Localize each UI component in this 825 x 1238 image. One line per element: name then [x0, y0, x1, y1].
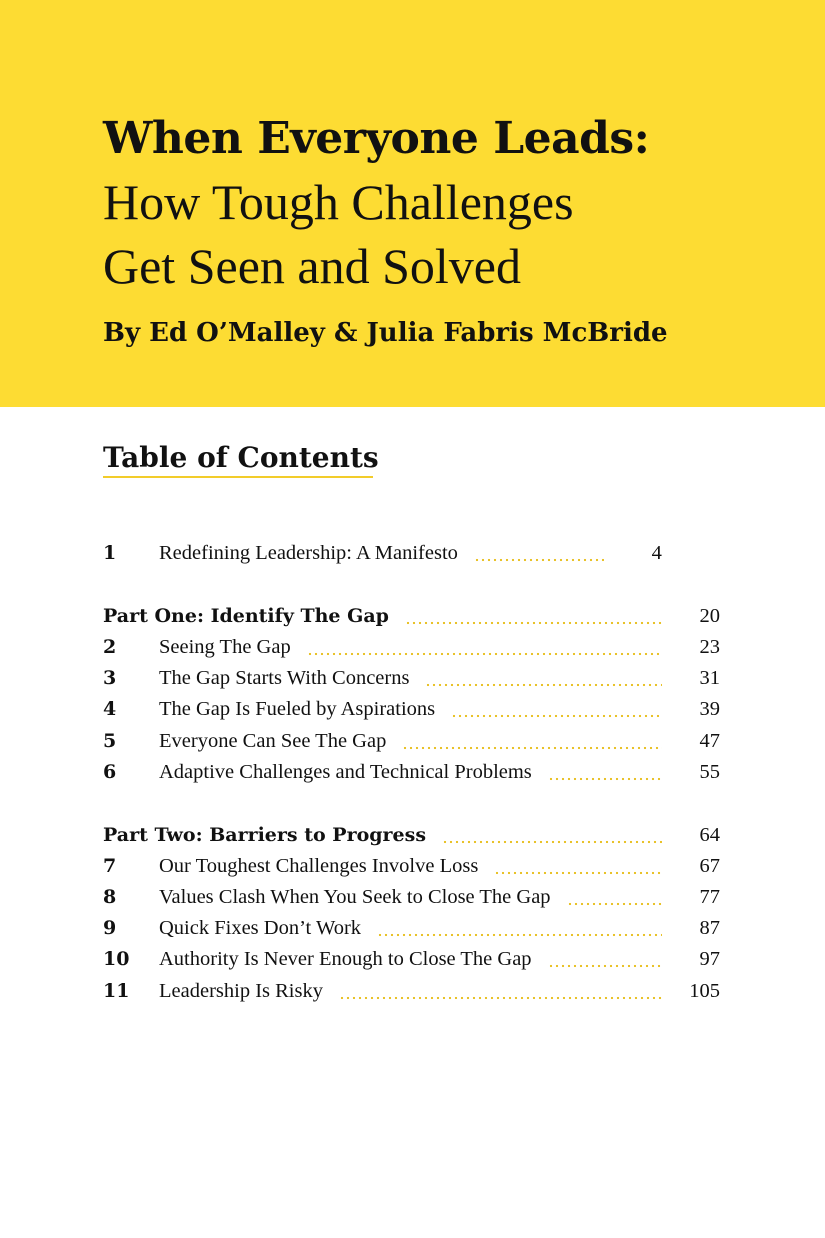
page-number: 64: [699, 824, 720, 846]
book-subtitle: [103, 170, 574, 298]
chapter-number: 5: [103, 730, 117, 752]
chapter-number: 8: [103, 886, 117, 908]
chapter-title: Our Toughest Challenges Involve Loss: [159, 855, 479, 877]
page-number: 55: [699, 761, 720, 783]
toc-entry-part-one[interactable]: [103, 601, 720, 632]
chapter-title: Redefining Leadership: A Manifesto: [159, 542, 458, 564]
toc-heading: Table of Contents: [103, 441, 379, 474]
subtitle-line-1: How Tough Challenges: [103, 174, 574, 230]
page-number: 77: [699, 886, 720, 908]
header-banner: [0, 0, 825, 407]
page-number: 39: [699, 698, 720, 720]
chapter-title: Authority Is Never Enough to Close The Gap: [159, 948, 532, 970]
chapter-number: 3: [103, 667, 117, 689]
page-number: 23: [699, 636, 720, 658]
chapter-title: Everyone Can See The Gap: [159, 730, 387, 752]
chapter-title: Values Clash When You Seek to Close The Gap: [159, 886, 551, 908]
toc-entry-chapter-8[interactable]: [103, 882, 720, 913]
toc-entry-chapter-6[interactable]: [103, 757, 720, 788]
part-title: Part Two: Barriers to Progress: [103, 824, 427, 846]
page-number: 31: [699, 667, 720, 689]
chapter-title: The Gap Is Fueled by Aspirations: [159, 698, 436, 720]
page-number: 97: [699, 948, 720, 970]
chapter-number: 11: [103, 980, 130, 1002]
chapter-number: 10: [103, 948, 130, 970]
toc-entry-chapter-9[interactable]: [103, 913, 720, 944]
page-number: 20: [699, 605, 720, 627]
toc-entry-part-two[interactable]: [103, 820, 720, 851]
page-number: 4: [651, 542, 662, 564]
toc-entry-chapter-7[interactable]: [103, 851, 720, 882]
book-title: When Everyone Leads:: [103, 113, 650, 164]
chapter-number: 7: [103, 855, 117, 877]
dot-leader: [442, 840, 662, 844]
toc-entry-chapter-4[interactable]: [103, 694, 720, 725]
author-line: By Ed O’Malley & Julia Fabris McBride: [103, 318, 668, 348]
chapter-number: 9: [103, 917, 117, 939]
dot-leader: [494, 871, 662, 875]
dot-leader: [567, 902, 662, 906]
subtitle-line-2: Get Seen and Solved: [103, 238, 521, 294]
dot-leader: [425, 683, 662, 687]
chapter-number: 1: [103, 542, 117, 564]
chapter-title: Seeing The Gap: [159, 636, 291, 658]
toc-entry-chapter-5[interactable]: [103, 726, 720, 757]
chapter-number: 6: [103, 761, 117, 783]
page-number: 87: [699, 917, 720, 939]
chapter-title: Adaptive Challenges and Technical Problems: [159, 761, 532, 783]
dot-leader: [377, 933, 662, 937]
dot-leader: [405, 621, 662, 625]
dot-leader: [339, 996, 662, 1000]
page-number: 67: [699, 855, 720, 877]
toc-entry-chapter-10[interactable]: [103, 944, 720, 975]
part-title: Part One: Identify The Gap: [103, 605, 389, 627]
toc-entry-chapter-11[interactable]: [103, 976, 720, 1007]
dot-leader: [307, 652, 662, 656]
chapter-number: 4: [103, 698, 117, 720]
dot-leader: [402, 746, 662, 750]
chapter-title: Quick Fixes Don’t Work: [159, 917, 362, 939]
toc-entry-chapter-1[interactable]: [103, 538, 720, 569]
chapter-number: 2: [103, 636, 117, 658]
toc-entry-chapter-3[interactable]: [103, 663, 720, 694]
chapter-title: Leadership Is Risky: [159, 980, 323, 1002]
page-number: 105: [689, 980, 720, 1002]
page-number: 47: [699, 730, 720, 752]
dot-leader: [548, 964, 662, 968]
dot-leader: [451, 714, 662, 718]
dot-leader: [474, 558, 604, 562]
chapter-title: The Gap Starts With Concerns: [159, 667, 410, 689]
toc-heading-underline: [103, 476, 373, 478]
toc-entry-chapter-2[interactable]: [103, 632, 720, 663]
dot-leader: [548, 777, 662, 781]
